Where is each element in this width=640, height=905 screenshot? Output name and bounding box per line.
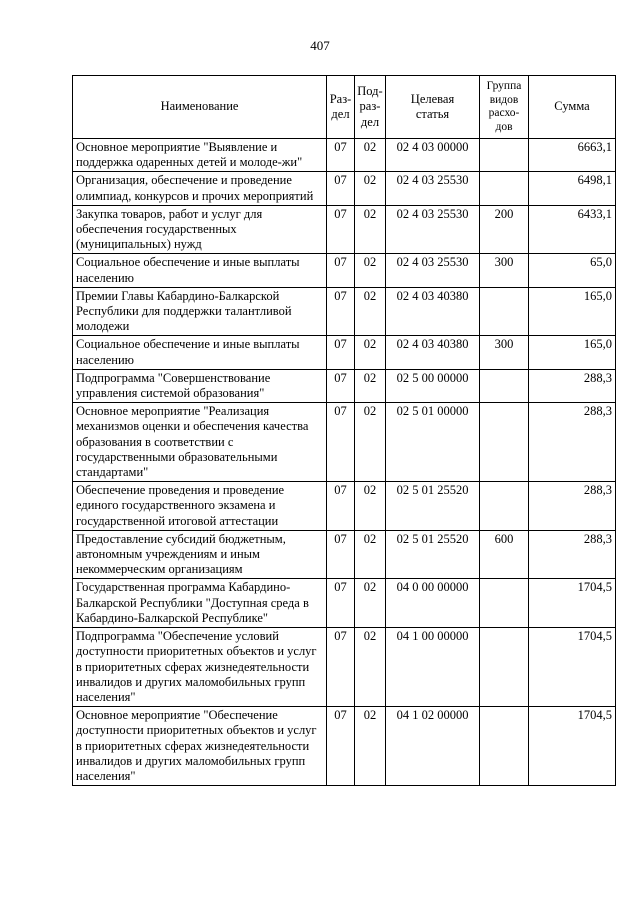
cell-target: 04 1 02 00000 <box>386 707 480 786</box>
header-group: Группа видов расхо- дов <box>480 76 529 139</box>
table-row <box>73 530 616 579</box>
cell-group <box>480 172 529 205</box>
cell-razdel: 07 <box>327 336 355 369</box>
cell-name: Основное мероприятие "Выявление и поддержка одаренных детей и молоде-жи" <box>73 139 327 172</box>
cell-sum: 1704,5 <box>529 707 616 786</box>
cell-razdel: 07 <box>327 482 355 531</box>
cell-target: 02 4 03 25530 <box>386 205 480 254</box>
cell-sum: 165,0 <box>529 287 616 336</box>
cell-target: 04 0 00 00000 <box>386 579 480 628</box>
cell-group <box>480 287 529 336</box>
cell-sum: 1704,5 <box>529 628 616 707</box>
budget-table <box>72 75 616 786</box>
cell-name: Подпрограмма "Обеспечение условий доступности приоритетных объектов и услуг в приоритетных сферах жизнедеятельности инвалидов и других маломобильных групп населения" <box>73 628 327 707</box>
cell-razdel: 07 <box>327 707 355 786</box>
cell-group <box>480 369 529 402</box>
table-row <box>73 172 616 205</box>
cell-target: 02 4 03 25530 <box>386 254 480 287</box>
cell-podrazdel: 02 <box>355 336 386 369</box>
cell-target: 02 5 01 00000 <box>386 403 480 482</box>
table-row <box>73 287 616 336</box>
cell-razdel: 07 <box>327 369 355 402</box>
cell-razdel: 07 <box>327 139 355 172</box>
header-podrazdel: Под- раз- дел <box>355 76 386 139</box>
cell-group: 300 <box>480 254 529 287</box>
cell-sum: 6433,1 <box>529 205 616 254</box>
cell-target: 02 4 03 40380 <box>386 336 480 369</box>
cell-target: 02 4 03 40380 <box>386 287 480 336</box>
cell-target: 02 4 03 25530 <box>386 172 480 205</box>
cell-sum: 288,3 <box>529 482 616 531</box>
cell-podrazdel: 02 <box>355 628 386 707</box>
cell-podrazdel: 02 <box>355 530 386 579</box>
cell-name: Государственная программа Кабардино-Балкарской Республики "Доступная среда в Кабардино-Балкарской Республике" <box>73 579 327 628</box>
cell-name: Основное мероприятие "Реализация механизмов оценки и обеспечения качества образования в соответствии с государственными образовательными стандартами" <box>73 403 327 482</box>
table-row <box>73 707 616 786</box>
cell-group: 300 <box>480 336 529 369</box>
cell-podrazdel: 02 <box>355 287 386 336</box>
cell-target: 02 5 01 25520 <box>386 530 480 579</box>
cell-group <box>480 628 529 707</box>
cell-name: Подпрограмма "Совершенствование управления системой образования" <box>73 369 327 402</box>
cell-name: Обеспечение проведения и проведение единого государственного экзамена и государственной итоговой аттестации <box>73 482 327 531</box>
cell-group: 200 <box>480 205 529 254</box>
header-sum: Сумма <box>529 76 616 139</box>
cell-target: 02 5 00 00000 <box>386 369 480 402</box>
table-row <box>73 482 616 531</box>
cell-razdel: 07 <box>327 205 355 254</box>
cell-podrazdel: 02 <box>355 579 386 628</box>
cell-razdel: 07 <box>327 530 355 579</box>
cell-podrazdel: 02 <box>355 205 386 254</box>
cell-sum: 288,3 <box>529 369 616 402</box>
cell-podrazdel: 02 <box>355 172 386 205</box>
table-row <box>73 628 616 707</box>
cell-target: 04 1 00 00000 <box>386 628 480 707</box>
cell-group <box>480 707 529 786</box>
cell-podrazdel: 02 <box>355 369 386 402</box>
table-row <box>73 205 616 254</box>
cell-podrazdel: 02 <box>355 707 386 786</box>
cell-name: Организация, обеспечение и проведение олимпиад, конкурсов и прочих мероприятий <box>73 172 327 205</box>
cell-name: Закупка товаров, работ и услуг для обеспечения государственных (муниципальных) нужд <box>73 205 327 254</box>
header-target: Целевая статья <box>386 76 480 139</box>
cell-name: Основное мероприятие "Обеспечение доступности приоритетных объектов и услуг в приоритетных сферах жизнедеятельности инвалидов и других маломобильных групп населения" <box>73 707 327 786</box>
cell-sum: 65,0 <box>529 254 616 287</box>
table-row <box>73 336 616 369</box>
page-number: 407 <box>310 38 330 53</box>
cell-podrazdel: 02 <box>355 482 386 531</box>
cell-sum: 288,3 <box>529 403 616 482</box>
cell-razdel: 07 <box>327 172 355 205</box>
cell-target: 02 4 03 00000 <box>386 139 480 172</box>
cell-podrazdel: 02 <box>355 254 386 287</box>
header-name: Наименование <box>73 76 327 139</box>
table-row <box>73 254 616 287</box>
cell-sum: 6663,1 <box>529 139 616 172</box>
cell-podrazdel: 02 <box>355 139 386 172</box>
table-row <box>73 369 616 402</box>
cell-group <box>480 579 529 628</box>
cell-sum: 1704,5 <box>529 579 616 628</box>
cell-sum: 6498,1 <box>529 172 616 205</box>
cell-podrazdel: 02 <box>355 403 386 482</box>
cell-name: Премии Главы Кабардино-Балкарской Республики для поддержки талантливой молодежи <box>73 287 327 336</box>
cell-razdel: 07 <box>327 628 355 707</box>
cell-name: Предоставление субсидий бюджетным, автономным учреждениям и иным некоммерческим организациям <box>73 530 327 579</box>
table-row <box>73 579 616 628</box>
cell-sum: 165,0 <box>529 336 616 369</box>
cell-group <box>480 403 529 482</box>
cell-group <box>480 482 529 531</box>
cell-group: 600 <box>480 530 529 579</box>
cell-razdel: 07 <box>327 254 355 287</box>
cell-target: 02 5 01 25520 <box>386 482 480 531</box>
cell-name: Социальное обеспечение и иные выплаты населению <box>73 336 327 369</box>
cell-razdel: 07 <box>327 579 355 628</box>
table-row <box>73 139 616 172</box>
header-razdel: Раз- дел <box>327 76 355 139</box>
cell-name: Социальное обеспечение и иные выплаты населению <box>73 254 327 287</box>
cell-sum: 288,3 <box>529 530 616 579</box>
cell-razdel: 07 <box>327 287 355 336</box>
header-row <box>73 76 616 139</box>
cell-razdel: 07 <box>327 403 355 482</box>
cell-group <box>480 139 529 172</box>
table-row <box>73 403 616 482</box>
